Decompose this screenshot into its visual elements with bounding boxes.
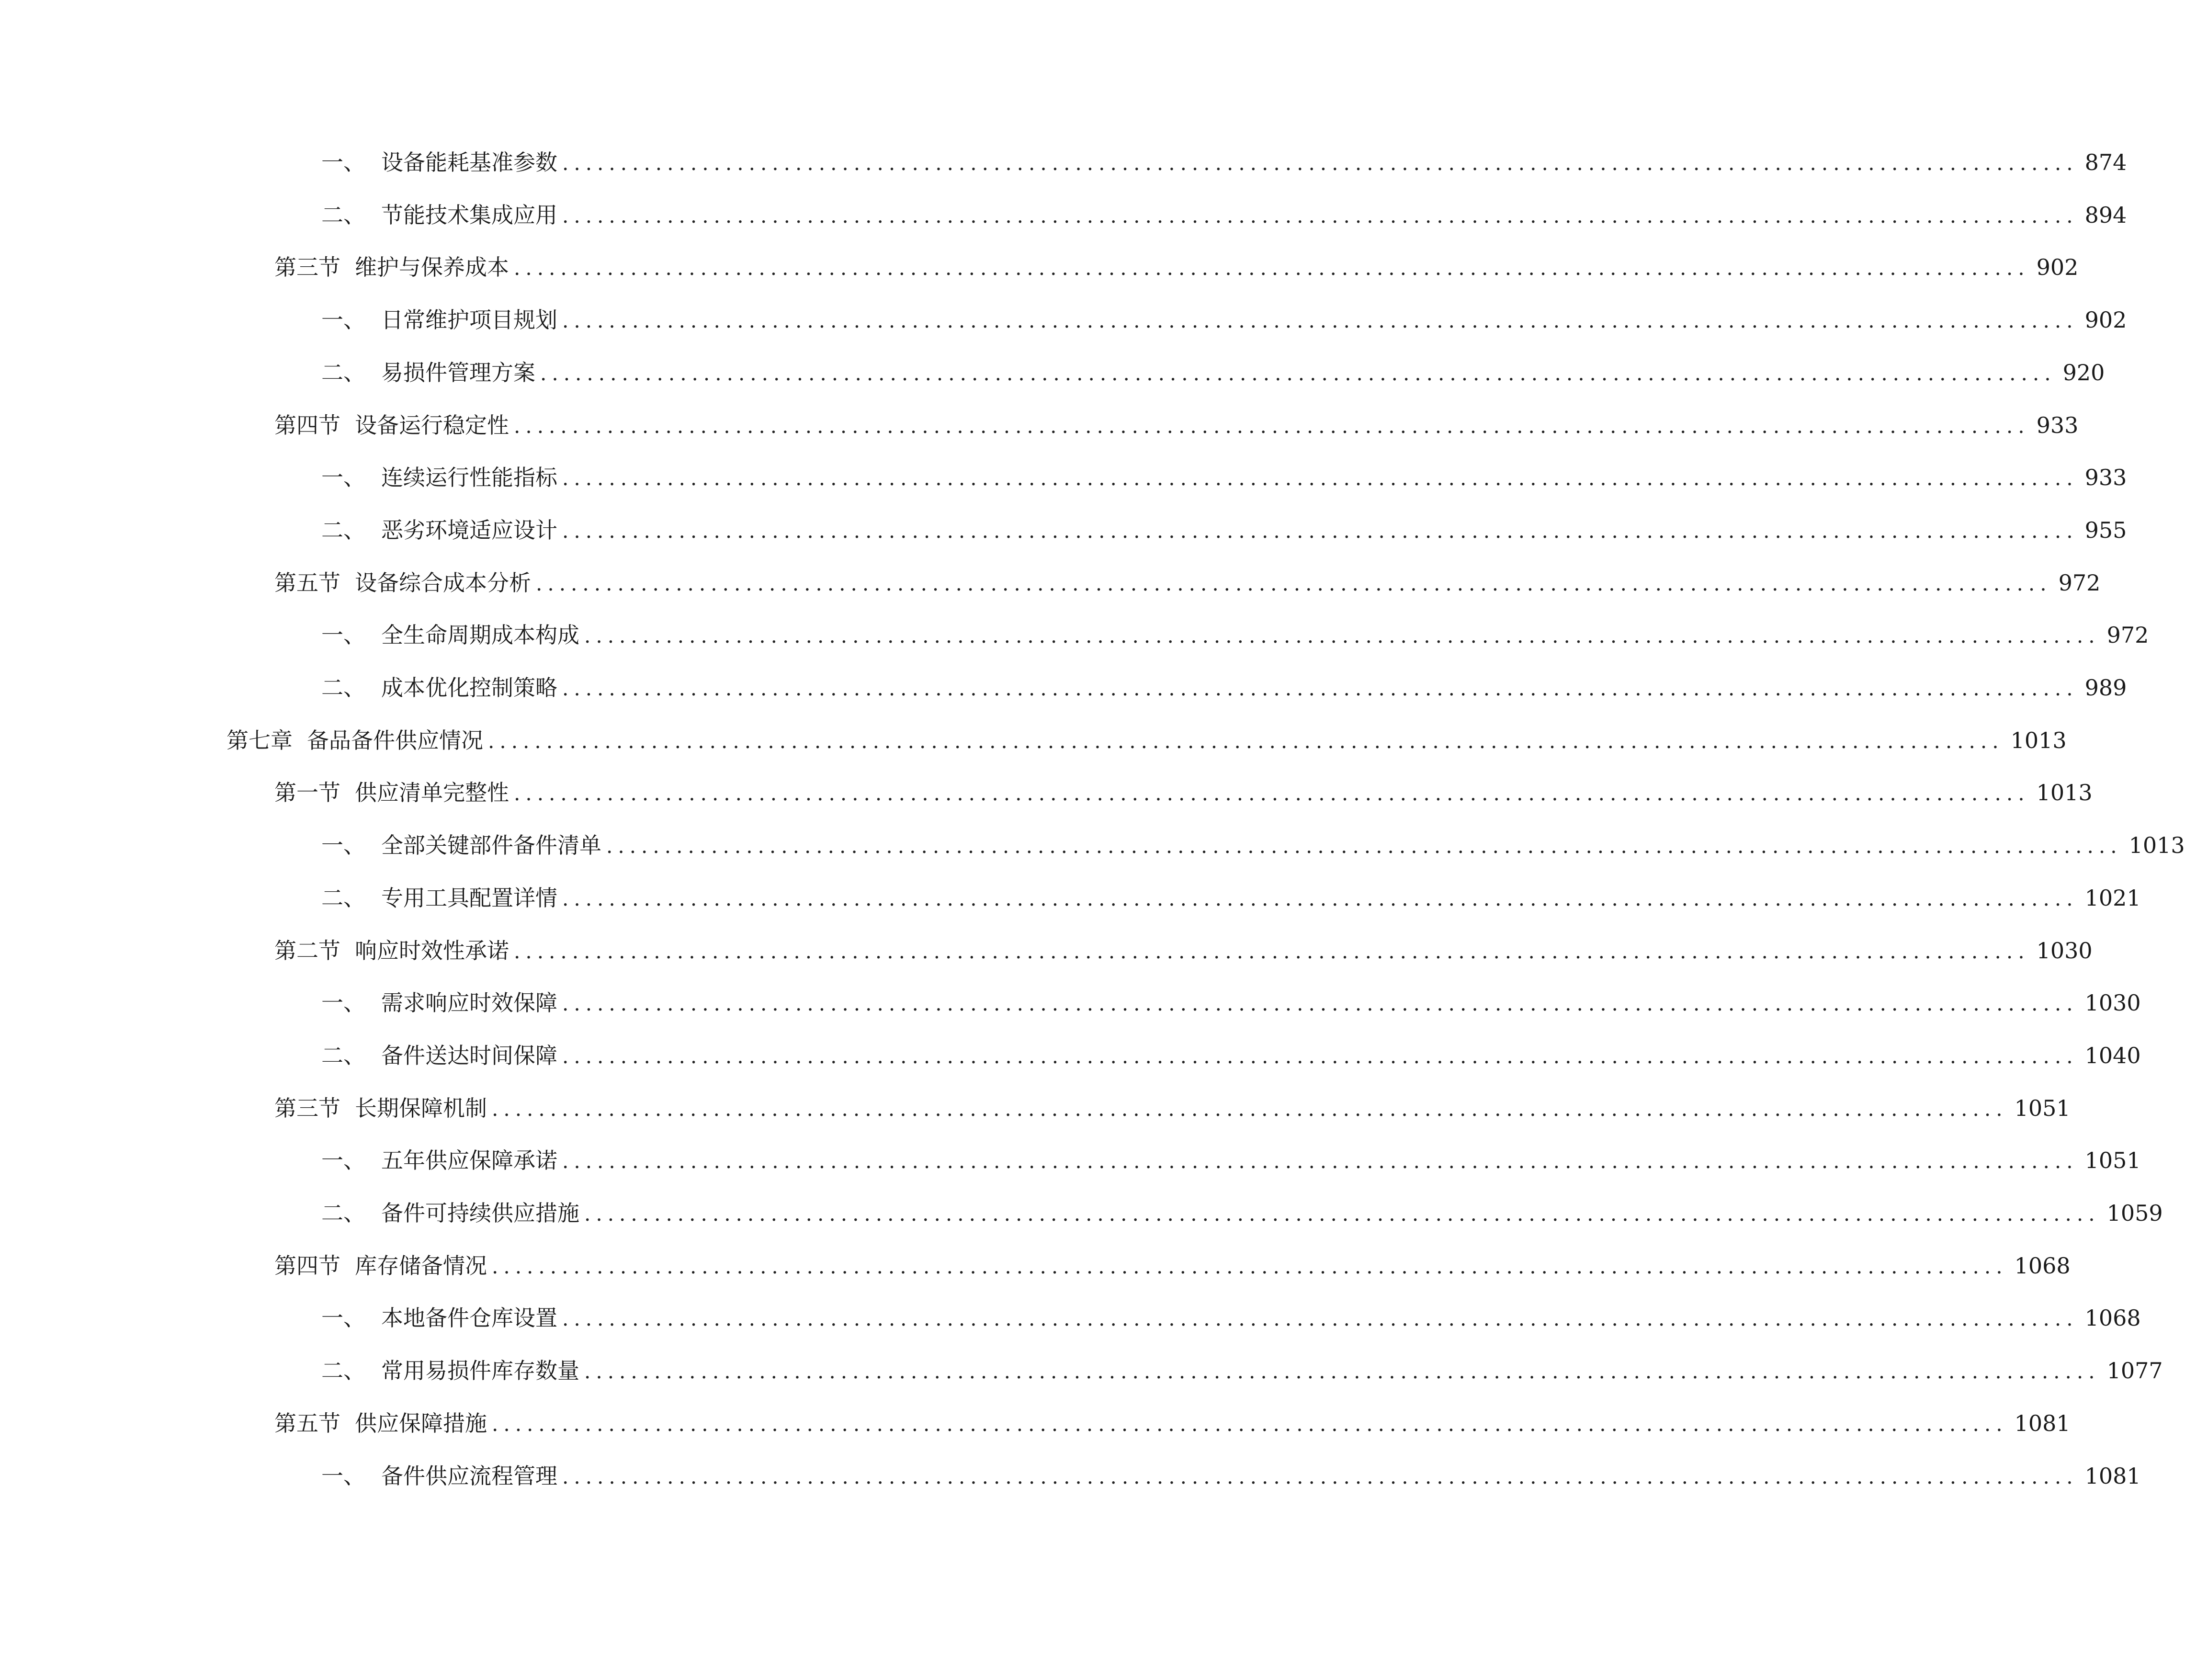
toc-entry-label bbox=[321, 887, 557, 909]
toc-leader-dots: .................................................................................................................................. bbox=[606, 834, 2122, 858]
toc-entry-title: 维护与保养成本 bbox=[355, 254, 509, 281]
toc-leader-dots: .................................................................................................................................. bbox=[584, 1202, 2100, 1226]
toc-entry-number: 第四节 bbox=[274, 412, 340, 438]
toc-entry-number: 二、 bbox=[321, 517, 365, 543]
toc-entry-title: 五年供应保障承诺 bbox=[381, 1147, 557, 1174]
toc-page-number: 955 bbox=[2084, 517, 2127, 543]
toc-entry-title: 长期保障机制 bbox=[355, 1095, 487, 1121]
toc-leader-dots: .................................................................................................................................. bbox=[562, 1307, 2078, 1331]
toc-leader-dots: .................................................................................................................................. bbox=[492, 1097, 2008, 1121]
toc-entry[interactable] bbox=[274, 240, 2079, 281]
toc-page-number: 1077 bbox=[2106, 1358, 2163, 1384]
toc-leader-dots: .................................................................................................................................. bbox=[584, 624, 2100, 648]
toc-entry-number: 第二节 bbox=[274, 937, 340, 964]
toc-entry-label bbox=[321, 519, 557, 541]
toc-entry[interactable] bbox=[226, 713, 2067, 753]
toc-leader-dots: .................................................................................................................................. bbox=[488, 729, 2004, 753]
toc-entry[interactable] bbox=[321, 1343, 2163, 1384]
toc-entry[interactable] bbox=[321, 1028, 2141, 1068]
toc-entry[interactable] bbox=[274, 556, 2101, 596]
toc-entry-number: 一、 bbox=[321, 1147, 365, 1174]
toc-entry-title: 备件送达时间保障 bbox=[381, 1042, 557, 1068]
toc-page-number: 1030 bbox=[2036, 937, 2093, 964]
toc-entry[interactable] bbox=[321, 135, 2127, 175]
toc-entry-title: 节能技术集成应用 bbox=[381, 202, 557, 228]
toc-page-number: 1013 bbox=[2010, 727, 2067, 753]
toc-entry-label bbox=[321, 359, 535, 386]
toc-leader-dots: .................................................................................................................................. bbox=[514, 256, 2030, 280]
toc-page-number: 1021 bbox=[2084, 885, 2141, 911]
toc-leader-dots: .................................................................................................................................. bbox=[584, 1360, 2100, 1384]
toc-entry-number: 一、 bbox=[321, 149, 365, 175]
toc-entry-title: 供应保障措施 bbox=[355, 1410, 487, 1436]
toc-entry-number: 一、 bbox=[321, 622, 365, 648]
toc-page-number: 902 bbox=[2084, 307, 2127, 333]
toc-entry-label bbox=[321, 677, 557, 699]
toc-leader-dots: .................................................................................................................................. bbox=[514, 414, 2030, 438]
toc-leader-dots: .................................................................................................................................. bbox=[562, 466, 2078, 490]
toc-entry-number: 二、 bbox=[321, 359, 365, 386]
toc-entry-number: 一、 bbox=[321, 1463, 365, 1489]
toc-entry-title: 易损件管理方案 bbox=[381, 359, 535, 386]
toc-entry-number: 二、 bbox=[321, 1042, 365, 1068]
toc-entry-label bbox=[321, 1465, 557, 1487]
toc-page-number: 1068 bbox=[2084, 1305, 2141, 1331]
toc-entry-title: 常用易损件库存数量 bbox=[381, 1358, 579, 1384]
toc-leader-dots: .................................................................................................................................. bbox=[540, 361, 2056, 385]
toc-entry[interactable] bbox=[321, 608, 2149, 648]
toc-leader-dots: .................................................................................................................................. bbox=[562, 886, 2078, 910]
toc-entry-number: 第四节 bbox=[274, 1252, 340, 1279]
toc-leader-dots: .................................................................................................................................. bbox=[562, 309, 2078, 333]
toc-page-number: 902 bbox=[2036, 254, 2079, 281]
toc-entry-number: 第三节 bbox=[274, 254, 340, 281]
toc-entry-title: 全生命周期成本构成 bbox=[381, 622, 579, 648]
toc-entry[interactable] bbox=[274, 398, 2079, 438]
toc-leader-dots: .................................................................................................................................. bbox=[562, 677, 2078, 700]
toc-entry[interactable] bbox=[321, 1186, 2163, 1226]
toc-entry[interactable] bbox=[321, 345, 2105, 386]
toc-entry-title: 设备运行稳定性 bbox=[355, 412, 509, 438]
toc-entry-number: 二、 bbox=[321, 202, 365, 228]
toc-entry-label bbox=[274, 1412, 487, 1434]
toc-page-number: 933 bbox=[2084, 465, 2127, 491]
toc-page-number: 894 bbox=[2084, 202, 2127, 228]
toc-entry-title: 备件可持续供应措施 bbox=[381, 1200, 579, 1226]
toc-leader-dots: .................................................................................................................................. bbox=[562, 992, 2078, 1016]
toc-entry-title: 设备能耗基准参数 bbox=[381, 149, 557, 175]
toc-entry[interactable] bbox=[321, 660, 2127, 701]
toc-entry[interactable] bbox=[321, 976, 2141, 1016]
toc-entry-title: 供应清单完整性 bbox=[355, 780, 509, 806]
toc-entry-title: 恶劣环境适应设计 bbox=[381, 517, 557, 543]
toc-page-number: 874 bbox=[2084, 149, 2127, 175]
toc-entry[interactable] bbox=[321, 818, 2185, 859]
toc-entry[interactable] bbox=[274, 923, 2093, 964]
toc-entry-number: 二、 bbox=[321, 885, 365, 911]
toc-entry-label bbox=[274, 1097, 487, 1119]
toc-page-number: 933 bbox=[2036, 412, 2079, 438]
toc-leader-dots: .................................................................................................................................. bbox=[514, 939, 2030, 963]
toc-page-number: 989 bbox=[2084, 675, 2127, 701]
toc-entry[interactable] bbox=[321, 450, 2127, 491]
toc-entry-number: 一、 bbox=[321, 307, 365, 333]
toc-entry-number: 一、 bbox=[321, 990, 365, 1016]
toc-entry[interactable] bbox=[274, 1238, 2071, 1279]
toc-entry-number: 二、 bbox=[321, 1358, 365, 1384]
toc-entry[interactable] bbox=[321, 1291, 2141, 1331]
toc-entry[interactable] bbox=[321, 1449, 2141, 1489]
toc-entry-number: 第五节 bbox=[274, 569, 340, 596]
toc-entry[interactable] bbox=[321, 503, 2127, 543]
toc-entry[interactable] bbox=[321, 871, 2141, 911]
toc-leader-dots: .................................................................................................................................. bbox=[562, 519, 2078, 543]
toc-entry-label bbox=[321, 992, 557, 1014]
toc-entry-title: 需求响应时效保障 bbox=[381, 990, 557, 1016]
toc-entry-number: 二、 bbox=[321, 675, 365, 701]
toc-entry[interactable] bbox=[274, 1081, 2071, 1121]
toc-entry-title: 备件供应流程管理 bbox=[381, 1463, 557, 1489]
toc-page-number: 1051 bbox=[2084, 1147, 2141, 1174]
toc-leader-dots: .................................................................................................................................. bbox=[562, 151, 2078, 175]
toc-entry-label bbox=[321, 832, 601, 859]
toc-entry[interactable] bbox=[274, 1396, 2071, 1436]
toc-entry[interactable] bbox=[274, 765, 2093, 806]
toc-entry-title: 库存储备情况 bbox=[355, 1252, 487, 1279]
toc-entry-label bbox=[321, 1360, 579, 1382]
toc-page-number: 972 bbox=[2058, 569, 2101, 596]
toc-entry-number: 第七章 bbox=[226, 727, 293, 753]
toc-leader-dots: .................................................................................................................................. bbox=[492, 1254, 2008, 1278]
toc-entry-label bbox=[321, 1147, 557, 1174]
toc-entry-title: 全部关键部件备件清单 bbox=[381, 832, 601, 859]
toc-leader-dots: .................................................................................................................................. bbox=[514, 782, 2030, 806]
toc-page-number: 1068 bbox=[2014, 1252, 2071, 1279]
toc-page-number: 1081 bbox=[2014, 1410, 2071, 1436]
toc-entry-label bbox=[274, 414, 509, 436]
toc-page-number: 1059 bbox=[2106, 1200, 2163, 1226]
toc-entry-number: 二、 bbox=[321, 1200, 365, 1226]
toc-entry-number: 一、 bbox=[321, 832, 365, 859]
toc-page-number: 972 bbox=[2106, 622, 2149, 648]
toc-entry-label bbox=[321, 204, 557, 226]
toc-page-number: 1081 bbox=[2084, 1463, 2141, 1489]
toc-entry-label bbox=[321, 309, 557, 331]
toc-entry-title: 设备综合成本分析 bbox=[355, 569, 531, 596]
toc-entry-title: 连续运行性能指标 bbox=[381, 465, 557, 491]
toc-entry[interactable] bbox=[321, 1133, 2141, 1174]
toc-leader-dots: .................................................................................................................................. bbox=[562, 204, 2078, 227]
toc-entry-label bbox=[321, 624, 579, 646]
toc-entry-number: 一、 bbox=[321, 1305, 365, 1331]
toc-entry-label bbox=[274, 254, 509, 281]
toc-entry-title: 日常维护项目规划 bbox=[381, 307, 557, 333]
toc-entry-label bbox=[321, 1307, 557, 1329]
toc-entry-title: 专用工具配置详情 bbox=[381, 885, 557, 911]
toc-entry-label bbox=[274, 937, 509, 964]
toc-entry-number: 第三节 bbox=[274, 1095, 340, 1121]
toc-page-number: 1013 bbox=[2128, 832, 2185, 859]
toc-entry-number: 一、 bbox=[321, 465, 365, 491]
toc-leader-dots: .................................................................................................................................. bbox=[562, 1149, 2078, 1173]
toc-page-number: 1013 bbox=[2036, 780, 2093, 806]
toc-entry-number: 第五节 bbox=[274, 1410, 340, 1436]
toc-page-number: 1051 bbox=[2014, 1095, 2071, 1121]
toc-entry-title: 本地备件仓库设置 bbox=[381, 1305, 557, 1331]
toc-leader-dots: .................................................................................................................................. bbox=[562, 1044, 2078, 1068]
toc-entry-title: 响应时效性承诺 bbox=[355, 937, 509, 964]
toc-leader-dots: .................................................................................................................................. bbox=[536, 571, 2052, 595]
toc-entry[interactable] bbox=[321, 293, 2127, 333]
toc-entry-label bbox=[274, 1252, 487, 1279]
toc-entry-label bbox=[321, 1202, 579, 1224]
toc-entry-title: 备品备件供应情况 bbox=[307, 727, 483, 753]
toc-entry[interactable] bbox=[321, 188, 2127, 228]
toc-entry-number: 第一节 bbox=[274, 780, 340, 806]
toc-entry-label bbox=[321, 151, 557, 173]
toc-page-number: 920 bbox=[2062, 359, 2105, 386]
toc-entry-title: 成本优化控制策略 bbox=[381, 675, 557, 701]
toc-page-number: 1040 bbox=[2084, 1042, 2141, 1068]
toc-entry-label bbox=[274, 569, 531, 596]
toc-entry-label bbox=[274, 782, 509, 804]
toc-entry-label bbox=[321, 465, 557, 491]
toc-page-number: 1030 bbox=[2084, 990, 2141, 1016]
toc-leader-dots: .................................................................................................................................. bbox=[562, 1464, 2078, 1488]
toc-leader-dots: .................................................................................................................................. bbox=[492, 1412, 2008, 1436]
toc-entry-label bbox=[321, 1044, 557, 1067]
toc-entry-label bbox=[226, 729, 483, 751]
